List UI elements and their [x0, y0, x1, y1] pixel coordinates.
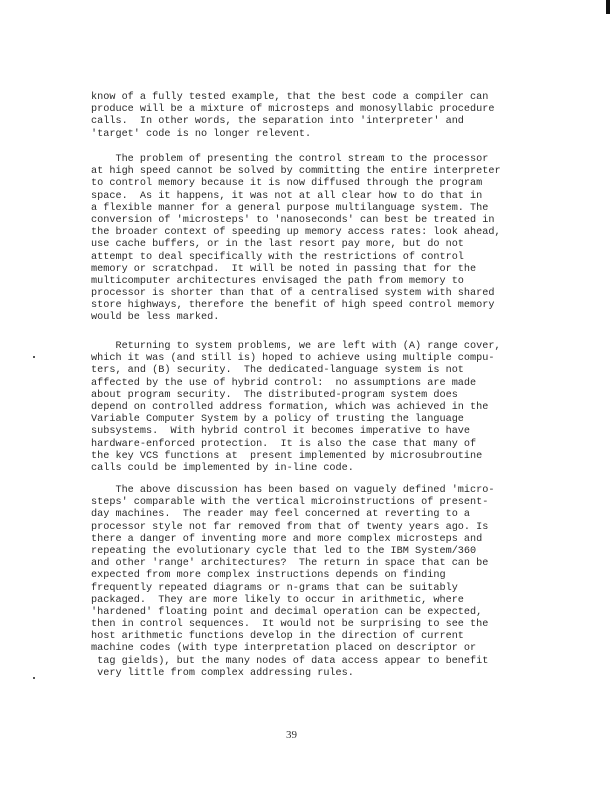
text-line: then in control sequences. It would not be surprising to see the: [91, 619, 489, 631]
text-line: depend on controlled address formation, which was achieved in the: [91, 401, 489, 413]
text-line: Returning to system problems, we are left with (A) range cover,: [91, 341, 501, 352]
text-line: hardware-enforced protection. It is also the case that many of: [91, 438, 477, 450]
text-line: Variable Computer System by a policy of trusting the language: [91, 414, 464, 426]
text-line: calls could be implemented by in-line code.: [91, 462, 354, 474]
text-line: multicomputer architectures envisaged the path from memory to: [91, 275, 464, 287]
scan-corner-mark: [606, 0, 610, 14]
text-line: would be less marked.: [91, 312, 220, 324]
text-line: processor is shorter than that of a centralised system with shared: [91, 288, 495, 300]
page-number: 39: [286, 729, 297, 741]
text-line: packaged. They are more likely to occur in arithmetic, where: [91, 594, 464, 606]
text-line: memory or scratchpad. It will be noted in passing that for the: [91, 263, 477, 275]
text-line: about program security. The distributed-program system does: [91, 389, 458, 401]
text-line: store highways, therefore the benefit of high speed control memory: [91, 300, 495, 312]
paragraph-1: [91, 92, 495, 141]
text-line: calls. In other words, the separation into 'interpreter' and: [91, 116, 464, 128]
text-line: 'target' code is no longer relevent.: [91, 128, 312, 140]
text-line: repeating the evolutionary cycle that led to the IBM System/360: [91, 545, 477, 557]
text-line: know of a fully tested example, that the best code a compiler can: [91, 92, 489, 103]
text-line: and other 'range' architectures? The return in space that can be: [91, 558, 489, 570]
text-line: use cache buffers, or in the last resort pay more, but do not: [91, 239, 464, 251]
text-line: at high speed cannot be solved by committing the entire interpreter: [91, 166, 501, 178]
text-line: host arithmetic functions develop in the direction of current: [91, 631, 464, 643]
text-line: The above discussion has been based on vaguely defined 'micro-: [91, 485, 495, 496]
text-line: produce will be a mixture of microsteps and monosyllabic procedure: [91, 104, 495, 116]
text-line: a flexible manner for a general purpose multilanguage system. The: [91, 202, 489, 214]
text-line: processor style not far removed from that of twenty years ago. Is: [91, 521, 489, 533]
text-line: frequently repeated diagrams or n-grams that can be suitably: [91, 582, 458, 594]
text-line: the broader context of speeding up memory access rates: look ahead,: [91, 227, 501, 239]
paragraph-2: [91, 154, 501, 325]
scan-speck: [33, 677, 35, 679]
text-line: which it was (and still is) hoped to achieve using multiple compu-: [91, 353, 495, 365]
text-line: there a danger of inventing more and more complex microsteps and: [91, 533, 483, 545]
text-line: affected by the use of hybrid control: no assumptions are made: [91, 377, 477, 389]
text-line: the key VCS functions at present implemented by microsubroutine: [91, 450, 483, 462]
text-line: ters, and (B) security. The dedicated-language system is not: [91, 365, 464, 377]
text-line: day machines. The reader may feel concerned at reverting to a: [91, 509, 471, 521]
paragraph-4: [91, 485, 495, 680]
text-line: The problem of presenting the control stream to the processor: [91, 154, 489, 165]
text-line: tag gields), but the many nodes of data access appear to benefit: [91, 655, 489, 667]
paragraph-3: [91, 341, 501, 475]
text-line: conversion of 'microsteps' to 'nanoseconds' can best be treated in: [91, 214, 495, 226]
text-line: attempt to deal specifically with the restrictions of control: [91, 251, 464, 263]
text-line: very little from complex addressing rules.: [91, 667, 354, 679]
text-line: subsystems. With hybrid control it becomes imperative to have: [91, 426, 471, 438]
text-line: to control memory because it is now diffused through the program: [91, 178, 483, 190]
text-line: space. As it happens, it was not at all clear how to do that in: [91, 190, 483, 202]
text-line: expected from more complex instructions depends on finding: [91, 570, 446, 582]
scan-speck: [33, 356, 35, 358]
text-line: machine codes (with type interpretation placed on descriptor or: [91, 643, 477, 655]
text-line: 'hardened' floating point and decimal operation can be expected,: [91, 606, 483, 618]
text-line: steps' comparable with the vertical microinstructions of present-: [91, 497, 489, 509]
